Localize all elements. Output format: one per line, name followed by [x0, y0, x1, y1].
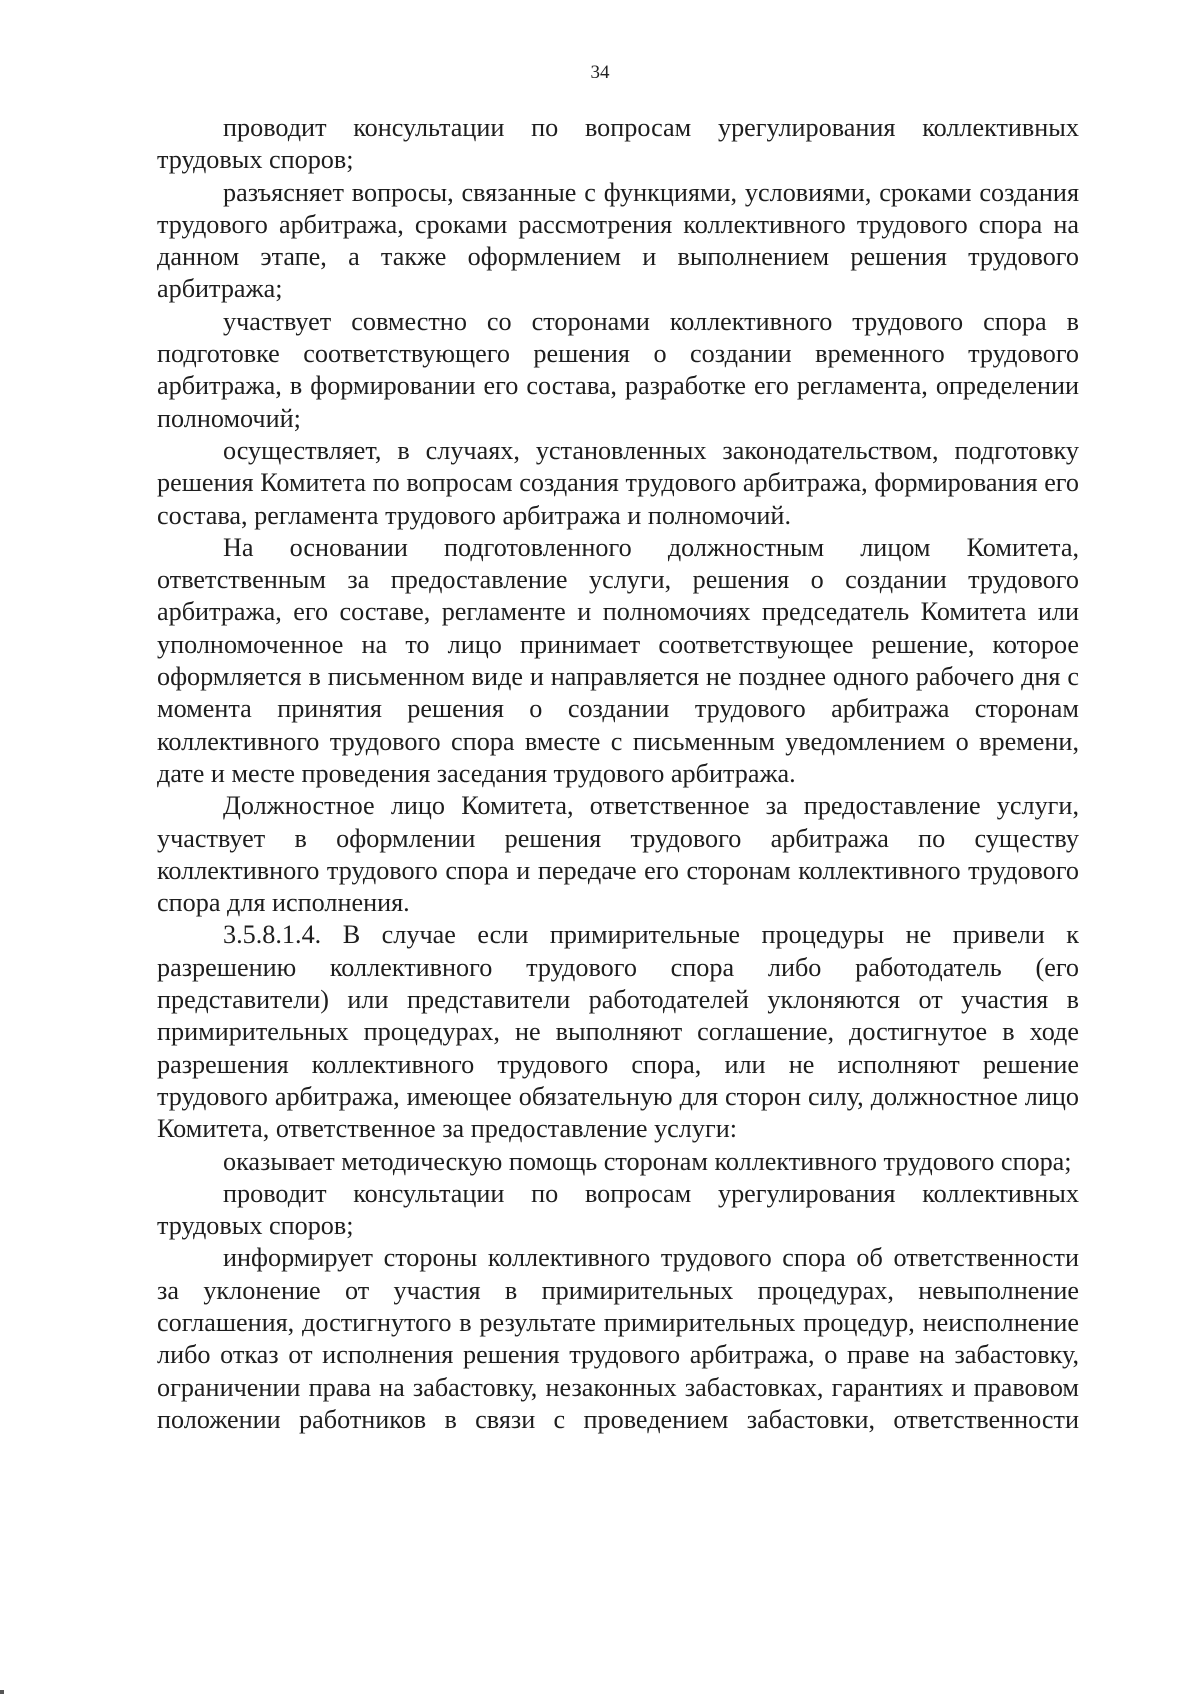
page-number: 34 — [590, 62, 610, 83]
paragraph-chairman-decision: На основании подготовленного должностным лицом Комитета, ответственным за предоставление услуги, решения о создании трудового арбитража, его составе, регламенте и полномочиях председатель Комитета или уполномоченное на то лицо принимает соответствующее решение, которое оформляется в письменном виде и направляется не позднее одного рабочего дня с момента принятия решения о создании трудового арбитража сторонам коллективного трудового спора вместе с письменным уведомлением о времени, дате и месте проведения заседания трудового арбитража. — [157, 532, 1079, 788]
paragraph-prepares-decision: осуществляет, в случаях, установленных законодательством, подготовку решения Комитета по вопросам создания трудового арбитража, формирования его состава, регламента трудового арбитража и полномочий. — [157, 435, 1079, 530]
paragraph-methodological-help: оказывает методическую помощь сторонам коллективного трудового спора; — [223, 1146, 1072, 1176]
paragraph-consultations-repeat: проводит консультации по вопросам урегулирования коллективных трудовых споров; — [157, 1178, 1079, 1241]
document-body — [157, 112, 1079, 1436]
paragraph-explains-questions: разъясняет вопросы, связанные с функциями, условиями, сроками создания трудового арбитража, сроками рассмотрения коллективного трудового спора на данном этапе, а также оформлением и выполнением решения трудового арбитража; — [157, 177, 1079, 304]
paragraph-participates-preparation: участвует совместно со сторонами коллективного трудового спора в подготовке соответствующего решения о создании временного трудового арбитража, в формировании его состава, разработке его регламента, определении полномочий; — [157, 306, 1079, 433]
paragraph-informs-parties: информирует стороны коллективного трудового спора об ответственности за уклонение от участия в примирительных процедурах, невыполнение соглашения, достигнутого в результате примирительных процедур, неисполнение либо отказ от исполнения решения трудового арбитража, о праве на забастовку, ограничении права на забастовку, незаконных забастовках, гарантиях и правовом положении работников в связи с проведением забастовки, ответственности — [157, 1243, 1079, 1434]
paragraph-clause-3-5-8-1-4: 3.5.8.1.4. В случае если примирительные процедуры не привели к разрешению коллективного трудового спора либо работодатель (его представители) или представители работодателей уклоняются от участия в примирительных процедурах, не выполняют соглашение, достигнутое в ходе разрешения коллективного трудового спора, или не исполняют решение трудового арбитража, имеющее обязательную для сторон силу, должностное лицо Комитета, ответственное за предоставление услуги: — [157, 920, 1079, 1144]
paragraph-consultations: проводит консультации по вопросам урегулирования коллективных трудовых споров; — [157, 113, 1079, 175]
paragraph-official-participates: Должностное лицо Комитета, ответственное за предоставление услуги, участвует в оформлении решения трудового арбитража по существу коллективного трудового спора и передаче его сторонам коллективного трудового спора для исполнения. — [157, 791, 1079, 918]
scan-edge-mark — [0, 1690, 4, 1694]
